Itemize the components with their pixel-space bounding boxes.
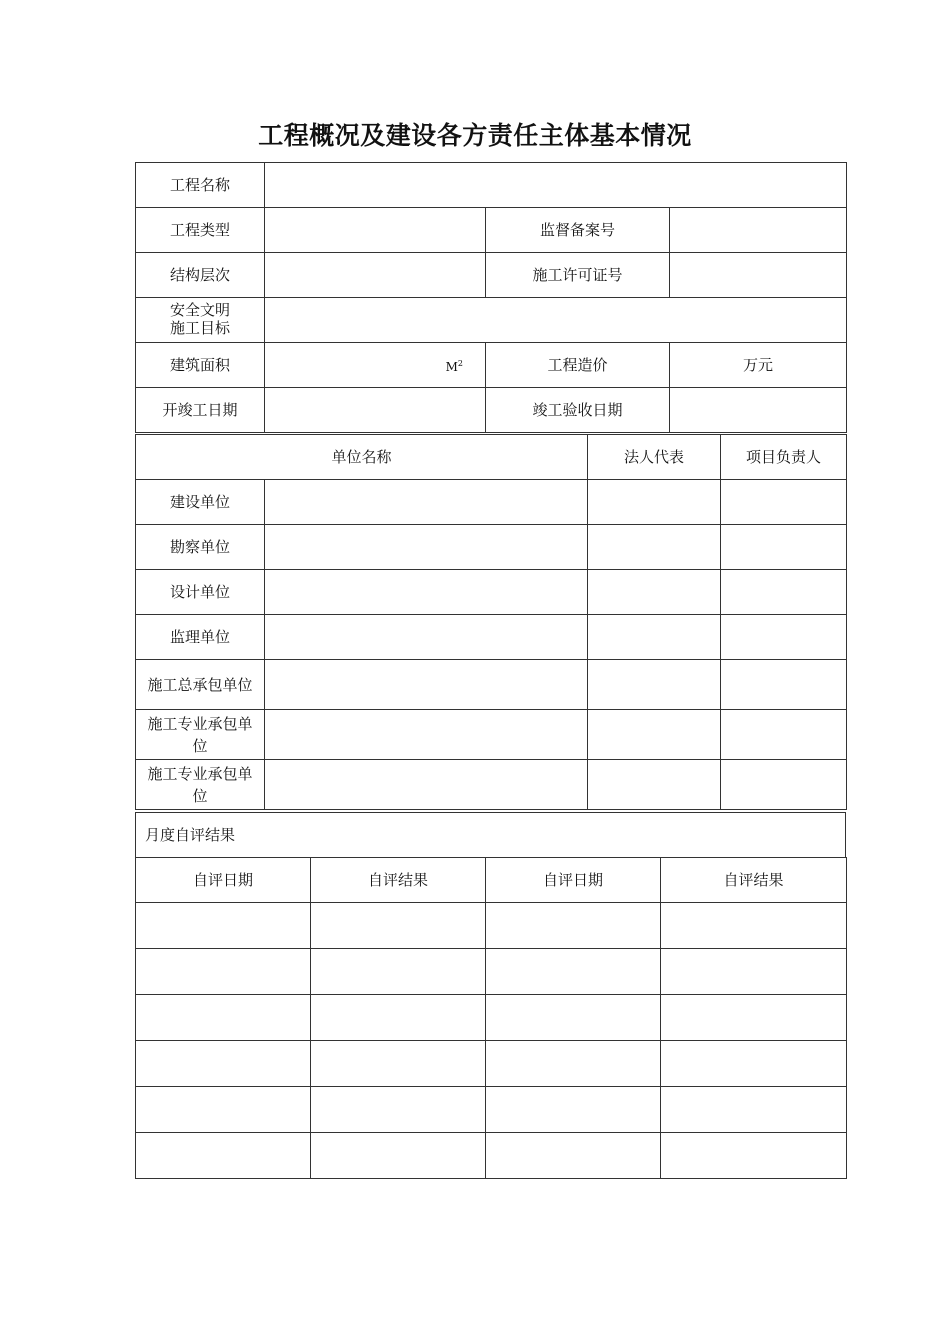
project-lead-cell[interactable] xyxy=(721,570,847,615)
eval-result-cell[interactable] xyxy=(311,903,486,949)
eval-date-cell[interactable] xyxy=(136,1133,311,1179)
acceptance-date-label: 竣工验收日期 xyxy=(486,388,670,433)
unit-row-label: 施工总承包单位 xyxy=(136,660,265,710)
project-name-value[interactable] xyxy=(265,163,847,208)
eval-date-cell[interactable] xyxy=(136,995,311,1041)
project-lead-cell[interactable] xyxy=(721,760,847,810)
structure-value[interactable] xyxy=(265,253,486,298)
project-lead-cell[interactable] xyxy=(721,525,847,570)
project-type-label: 工程类型 xyxy=(136,208,265,253)
permit-value[interactable] xyxy=(670,253,847,298)
unit-row-label: 设计单位 xyxy=(136,570,265,615)
eval-date-cell[interactable] xyxy=(136,949,311,995)
unit-name-cell[interactable] xyxy=(265,660,588,710)
unit-name-cell[interactable] xyxy=(265,615,588,660)
legal-rep-cell[interactable] xyxy=(588,525,721,570)
safety-goal-label: 安全文明施工目标 xyxy=(136,298,265,343)
evaluation-table xyxy=(135,857,846,1179)
evaluation-section xyxy=(135,812,846,858)
legal-rep-cell[interactable] xyxy=(588,760,721,810)
eval-date-header: 自评日期 xyxy=(136,858,311,903)
project-lead-cell[interactable] xyxy=(721,615,847,660)
eval-date-cell[interactable] xyxy=(486,1087,661,1133)
evaluation-section-label: 月度自评结果 xyxy=(136,813,846,858)
table-row xyxy=(136,903,847,949)
structure-label: 结构层次 xyxy=(136,253,265,298)
page-title: 工程概况及建设各方责任主体基本情况 xyxy=(258,121,692,150)
start-end-date-value[interactable] xyxy=(265,388,486,433)
unit-row-label: 监理单位 xyxy=(136,615,265,660)
unit-name-cell[interactable] xyxy=(265,760,588,810)
units-table xyxy=(135,434,846,810)
eval-result-header: 自评结果 xyxy=(661,858,847,903)
eval-result-cell[interactable] xyxy=(311,1087,486,1133)
unit-name-cell[interactable] xyxy=(265,480,588,525)
eval-result-cell[interactable] xyxy=(311,1041,486,1087)
table-row xyxy=(136,995,847,1041)
record-no-label: 监督备案号 xyxy=(486,208,670,253)
acceptance-date-value[interactable] xyxy=(670,388,847,433)
legal-rep-cell[interactable] xyxy=(588,570,721,615)
project-type-value[interactable] xyxy=(265,208,486,253)
eval-result-cell[interactable] xyxy=(661,1133,847,1179)
unit-row-label: 勘察单位 xyxy=(136,525,265,570)
area-label: 建筑面积 xyxy=(136,343,265,388)
eval-result-cell[interactable] xyxy=(661,949,847,995)
table-row xyxy=(136,949,847,995)
cost-value[interactable] xyxy=(670,343,847,388)
legal-rep-cell[interactable] xyxy=(588,660,721,710)
cost-unit: 万元 xyxy=(743,356,774,374)
table-row xyxy=(136,1041,847,1087)
project-lead-header: 项目负责人 xyxy=(721,435,847,480)
eval-result-cell[interactable] xyxy=(311,949,486,995)
cost-label: 工程造价 xyxy=(486,343,670,388)
record-no-value[interactable] xyxy=(670,208,847,253)
unit-name-cell[interactable] xyxy=(265,525,588,570)
eval-result-cell[interactable] xyxy=(661,903,847,949)
unit-name-cell[interactable] xyxy=(265,570,588,615)
project-lead-cell[interactable] xyxy=(721,660,847,710)
legal-rep-header: 法人代表 xyxy=(588,435,721,480)
legal-rep-cell[interactable] xyxy=(588,615,721,660)
eval-date-cell[interactable] xyxy=(136,1087,311,1133)
project-lead-cell[interactable] xyxy=(721,710,847,760)
eval-date-cell[interactable] xyxy=(486,995,661,1041)
eval-result-cell[interactable] xyxy=(661,1087,847,1133)
unit-row-label: 施工专业承包单位 xyxy=(136,710,265,760)
permit-label: 施工许可证号 xyxy=(486,253,670,298)
area-unit: M xyxy=(445,359,458,374)
eval-date-cell[interactable] xyxy=(136,1041,311,1087)
start-end-date-label: 开竣工日期 xyxy=(136,388,265,433)
eval-date-header: 自评日期 xyxy=(486,858,661,903)
unit-name-cell[interactable] xyxy=(265,710,588,760)
eval-result-cell[interactable] xyxy=(311,995,486,1041)
eval-result-header: 自评结果 xyxy=(311,858,486,903)
eval-result-cell[interactable] xyxy=(661,1041,847,1087)
eval-date-cell[interactable] xyxy=(136,903,311,949)
unit-row-label: 施工专业承包单位 xyxy=(136,760,265,810)
legal-rep-cell[interactable] xyxy=(588,710,721,760)
eval-result-cell[interactable] xyxy=(311,1133,486,1179)
table-row xyxy=(136,1133,847,1179)
project-lead-cell[interactable] xyxy=(721,480,847,525)
safety-goal-value[interactable] xyxy=(265,298,847,343)
eval-date-cell[interactable] xyxy=(486,903,661,949)
area-value[interactable] xyxy=(265,343,486,388)
eval-date-cell[interactable] xyxy=(486,1041,661,1087)
eval-date-cell[interactable] xyxy=(486,949,661,995)
eval-result-cell[interactable] xyxy=(661,995,847,1041)
eval-date-cell[interactable] xyxy=(486,1133,661,1179)
unit-name-header: 单位名称 xyxy=(136,435,588,480)
legal-rep-cell[interactable] xyxy=(588,480,721,525)
project-info-table xyxy=(135,162,846,433)
area-unit-sup: 2 xyxy=(457,358,463,368)
unit-row-label: 建设单位 xyxy=(136,480,265,525)
table-row xyxy=(136,1087,847,1133)
project-name-label: 工程名称 xyxy=(136,163,265,208)
